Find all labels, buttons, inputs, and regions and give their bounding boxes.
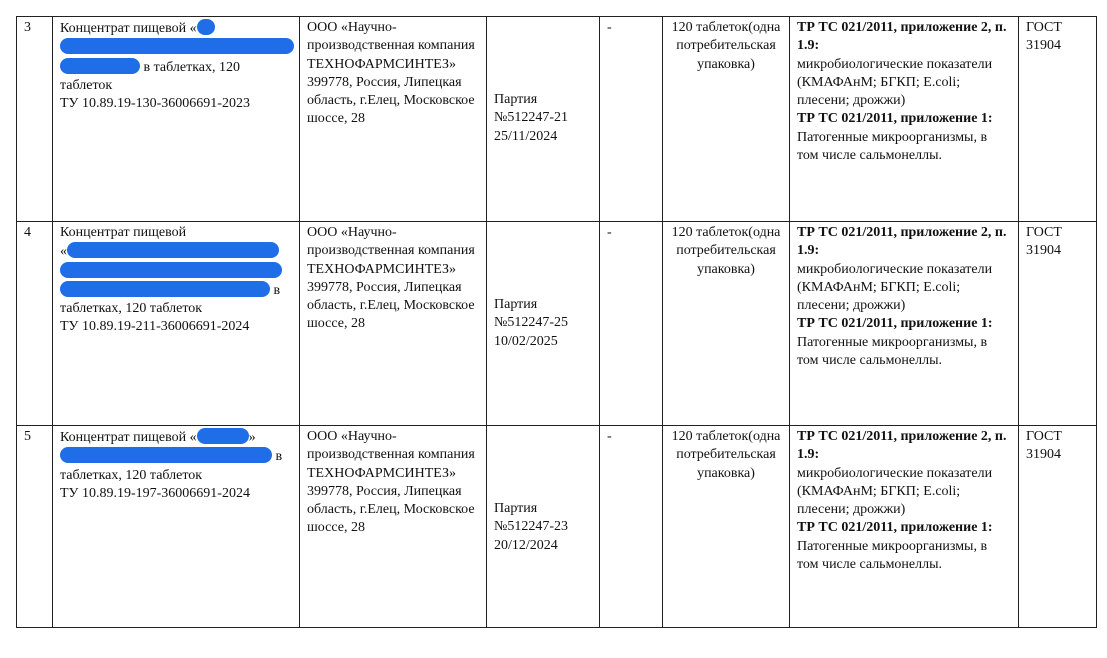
- manufacturer-cell: ООО «Научно-производственная компания ТЕХНОФАРМСИНТЕЗ» 399778, Россия, Липецкая область, г.Елец, Московское шоссе, 28: [300, 17, 487, 222]
- dash-cell: -: [600, 17, 663, 222]
- product-form: в: [273, 282, 281, 298]
- redaction-mark: [60, 447, 272, 463]
- product-spec: ТУ 10.89.19-130-36006691-2023: [60, 96, 250, 112]
- requirement-title: ТР ТС 021/2011, приложение 1:: [797, 111, 993, 127]
- redaction-mark: [67, 242, 279, 258]
- dash-cell: -: [600, 222, 663, 426]
- product-name: Концентрат пищевой: [60, 225, 187, 240]
- requirement-title: ТР ТС 021/2011, приложение 2, п. 1.9:: [797, 225, 1007, 259]
- product-form-cont: таблетках, 120 таблеток: [60, 301, 203, 317]
- quantity-cell: 120 таблеток(одна потребительская упаковка): [663, 426, 790, 628]
- requirement-text: Патогенные микроорганизмы, в том числе сальмонеллы.: [797, 538, 988, 573]
- batch-label: Партия: [494, 501, 538, 516]
- batch-cell: [487, 426, 600, 628]
- redaction-mark: [60, 38, 294, 54]
- product-name: Концентрат пищевой «: [60, 21, 197, 36]
- product-cell: [53, 426, 300, 628]
- batch-label: Партия: [494, 92, 538, 107]
- requirements-cell: [790, 222, 1019, 426]
- requirements-cell: [790, 426, 1019, 628]
- standard-cell: ГОСТ 31904: [1019, 426, 1097, 628]
- batch-date: 20/12/2024: [494, 537, 558, 553]
- quantity-cell: 120 таблеток(одна потребительская упаковка): [663, 222, 790, 426]
- manufacturer-cell: ООО «Научно-производственная компания ТЕХНОФАРМСИНТЕЗ» 399778, Россия, Липецкая область, г.Елец, Московское шоссе, 28: [300, 426, 487, 628]
- product-spec: ТУ 10.89.19-197-36006691-2024: [60, 485, 250, 501]
- requirement-text: микробиологические показатели (КМАФАнМ; БГКП; E.coli; плесени; дрожжи): [797, 261, 993, 314]
- requirement-text: Патогенные микроорганизмы, в том числе сальмонеллы.: [797, 334, 988, 369]
- product-quote: «: [60, 244, 67, 260]
- table-row: [17, 426, 1097, 628]
- batch-date: 25/11/2024: [494, 128, 558, 144]
- batch-label: Партия: [494, 297, 538, 312]
- dash-cell: -: [600, 426, 663, 628]
- product-spec: ТУ 10.89.19-211-36006691-2024: [60, 319, 250, 335]
- batch-date: 10/02/2025: [494, 333, 558, 349]
- batch-number: №512247-23: [494, 519, 569, 535]
- batch-cell: [487, 222, 600, 426]
- requirement-text: Патогенные микроорганизмы, в том числе сальмонеллы.: [797, 129, 988, 164]
- standard-cell: ГОСТ 31904: [1019, 222, 1097, 426]
- standard-cell: ГОСТ 31904: [1019, 17, 1097, 222]
- table-row: [17, 17, 1097, 222]
- requirement-text: микробиологические показатели (КМАФАнМ; БГКП; E.coli; плесени; дрожжи): [797, 465, 993, 518]
- product-cell: [53, 222, 300, 426]
- requirement-title: ТР ТС 021/2011, приложение 1:: [797, 520, 993, 536]
- product-name: Концентрат пищевой «: [60, 430, 197, 445]
- requirement-title: ТР ТС 021/2011, приложение 2, п. 1.9:: [797, 429, 1007, 463]
- requirement-title: ТР ТС 021/2011, приложение 1:: [797, 316, 993, 332]
- requirements-cell: [790, 17, 1019, 222]
- product-form: в таблетках, 120: [143, 59, 241, 75]
- requirement-text: микробиологические показатели (КМАФАнМ; БГКП; E.coli; плесени; дрожжи): [797, 56, 993, 109]
- product-quote-close: »: [248, 430, 256, 445]
- redaction-mark: [197, 428, 249, 444]
- row-number: 3: [17, 17, 53, 222]
- row-number: 5: [17, 426, 53, 628]
- redaction-mark: [197, 19, 215, 35]
- product-cell: [53, 17, 300, 222]
- batch-cell: [487, 17, 600, 222]
- manufacturer-cell: ООО «Научно-производственная компания ТЕХНОФАРМСИНТЕЗ» 399778, Россия, Липецкая область, г.Елец, Московское шоссе, 28: [300, 222, 487, 426]
- product-form-cont: таблеток: [60, 77, 113, 93]
- batch-number: №512247-21: [494, 110, 569, 126]
- redaction-mark: [60, 58, 140, 74]
- row-number: 4: [17, 222, 53, 426]
- product-form: в: [275, 449, 283, 465]
- quantity-cell: 120 таблеток(одна потребительская упаковка): [663, 17, 790, 222]
- redaction-mark: [60, 262, 282, 278]
- redaction-mark: [60, 281, 270, 297]
- requirement-title: ТР ТС 021/2011, приложение 2, п. 1.9:: [797, 20, 1007, 54]
- document-table: [16, 16, 1097, 628]
- product-form-cont: таблетках, 120 таблеток: [60, 467, 203, 483]
- batch-number: №512247-25: [494, 315, 569, 331]
- table-row: [17, 222, 1097, 426]
